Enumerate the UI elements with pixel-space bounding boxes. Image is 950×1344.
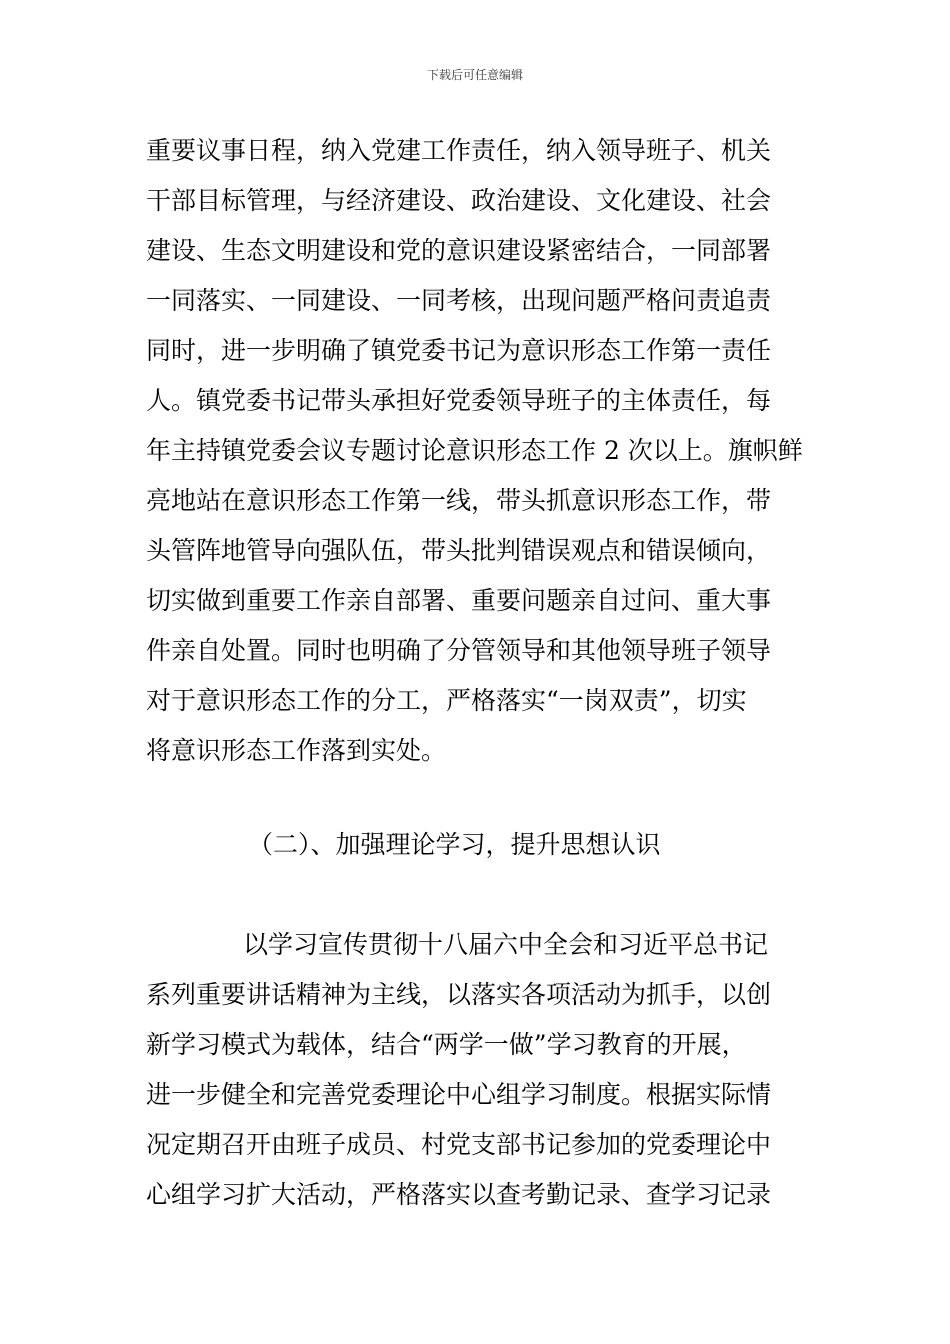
paragraph-line: 心组学习扩大活动，严格落实以查考勤记录、查学习记录 <box>146 1180 772 1209</box>
section-heading: （二）、加强理论学习，提升思想认识 <box>248 830 661 859</box>
paragraph-line: 年主持镇党委会议专题讨论意识形态工作 2 次以上。旗帜鲜 <box>146 436 803 465</box>
paragraph-line: 将意识形态工作落到实处。 <box>146 736 447 765</box>
paragraph-line: 系列重要讲话精神为主线，以落实各项活动为抓手，以创 <box>146 980 772 1009</box>
paragraph-line: 切实做到重要工作亲自部署、重要问题亲自过问、重大事 <box>146 586 772 615</box>
paragraph-line: 新学习模式为载体，结合“两学一做”学习教育的开展， <box>146 1030 747 1059</box>
paragraph-line: 件亲自处置。同时也明确了分管领导和其他领导班子领导 <box>146 636 772 665</box>
page-header: 下载后可任意编辑 <box>426 68 523 82</box>
paragraph-line: 头管阵地管导向强队伍，带头批判错误观点和错误倾向， <box>146 536 772 565</box>
paragraph-line: 亮地站在意识形态工作第一线，带头抓意识形态工作，带 <box>146 486 772 515</box>
paragraph-line: 进一步健全和完善党委理论中心组学习制度。根据实际情 <box>146 1080 772 1109</box>
paragraph-line: 重要议事日程，纳入党建工作责任，纳入领导班子、机关 <box>146 136 772 165</box>
paragraph-line: 一同落实、一同建设、一同考核，出现问题严格问责追责 <box>146 286 772 315</box>
paragraph-line: 同时，进一步明确了镇党委书记为意识形态工作第一责任 <box>146 336 772 365</box>
paragraph-line: 建设、生态文明建设和党的意识建设紧密结合，一同部署 <box>146 236 772 265</box>
paragraph-line: 以学习宣传贯彻十八届六中全会和习近平总书记 <box>243 930 769 959</box>
paragraph-line: 况定期召开由班子成员、村党支部书记参加的党委理论中 <box>146 1130 772 1159</box>
paragraph-line: 人。镇党委书记带头承担好党委领导班子的主体责任，每 <box>146 386 772 415</box>
paragraph-line: 干部目标管理，与经济建设、政治建设、文化建设、社会 <box>146 186 772 215</box>
paragraph-line: 对于意识形态工作的分工，严格落实“一岗双责”，切实 <box>146 686 747 715</box>
